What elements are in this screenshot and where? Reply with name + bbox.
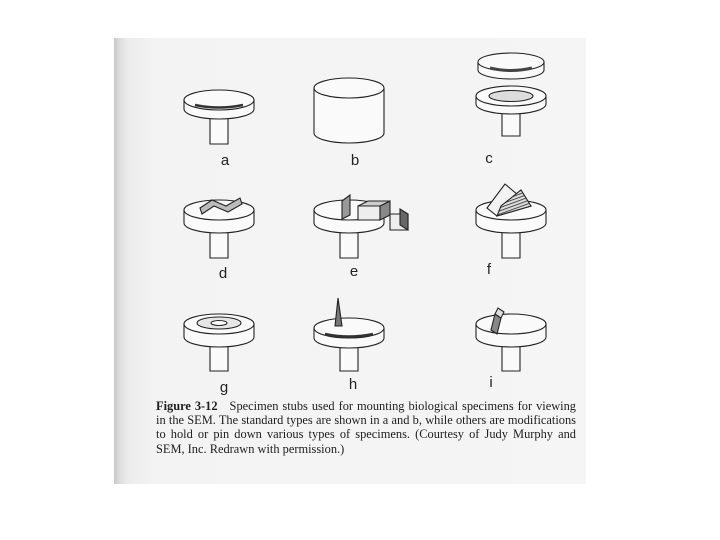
stub-d-drawing: [184, 198, 254, 258]
stub-c-drawing: [476, 53, 546, 136]
stub-a-drawing: [184, 90, 254, 144]
stub-b-drawing: [314, 78, 384, 143]
panel-label-b: b: [350, 152, 360, 169]
panel-label-g: g: [219, 379, 229, 396]
stub-f-drawing: [476, 184, 546, 258]
figure-caption: [156, 399, 576, 456]
panel-label-a: a: [220, 152, 230, 169]
figure-caption-text: Specimen stubs used for mounting biological specimens for viewing in the SEM. The standard types are shown in a and b, while others are modifications to hold or pin down various types of specimens. (Courtesy of Judy Murphy and SEM, Inc. Redrawn with permission.): [156, 399, 576, 456]
stub-e-drawing: [314, 195, 408, 258]
figure-number: Figure 3-12: [156, 399, 218, 413]
panel-label-d: d: [218, 265, 228, 282]
panel-label-i: i: [489, 374, 493, 391]
stub-h-drawing: [314, 298, 384, 371]
stub-i-drawing: [476, 308, 546, 371]
panel-label-f: f: [486, 261, 492, 278]
panel-label-c: c: [485, 150, 493, 167]
stub-g-drawing: [184, 314, 254, 371]
panel-label-h: h: [348, 376, 358, 393]
panel-label-e: e: [349, 263, 359, 280]
scanned-page: [114, 38, 586, 484]
